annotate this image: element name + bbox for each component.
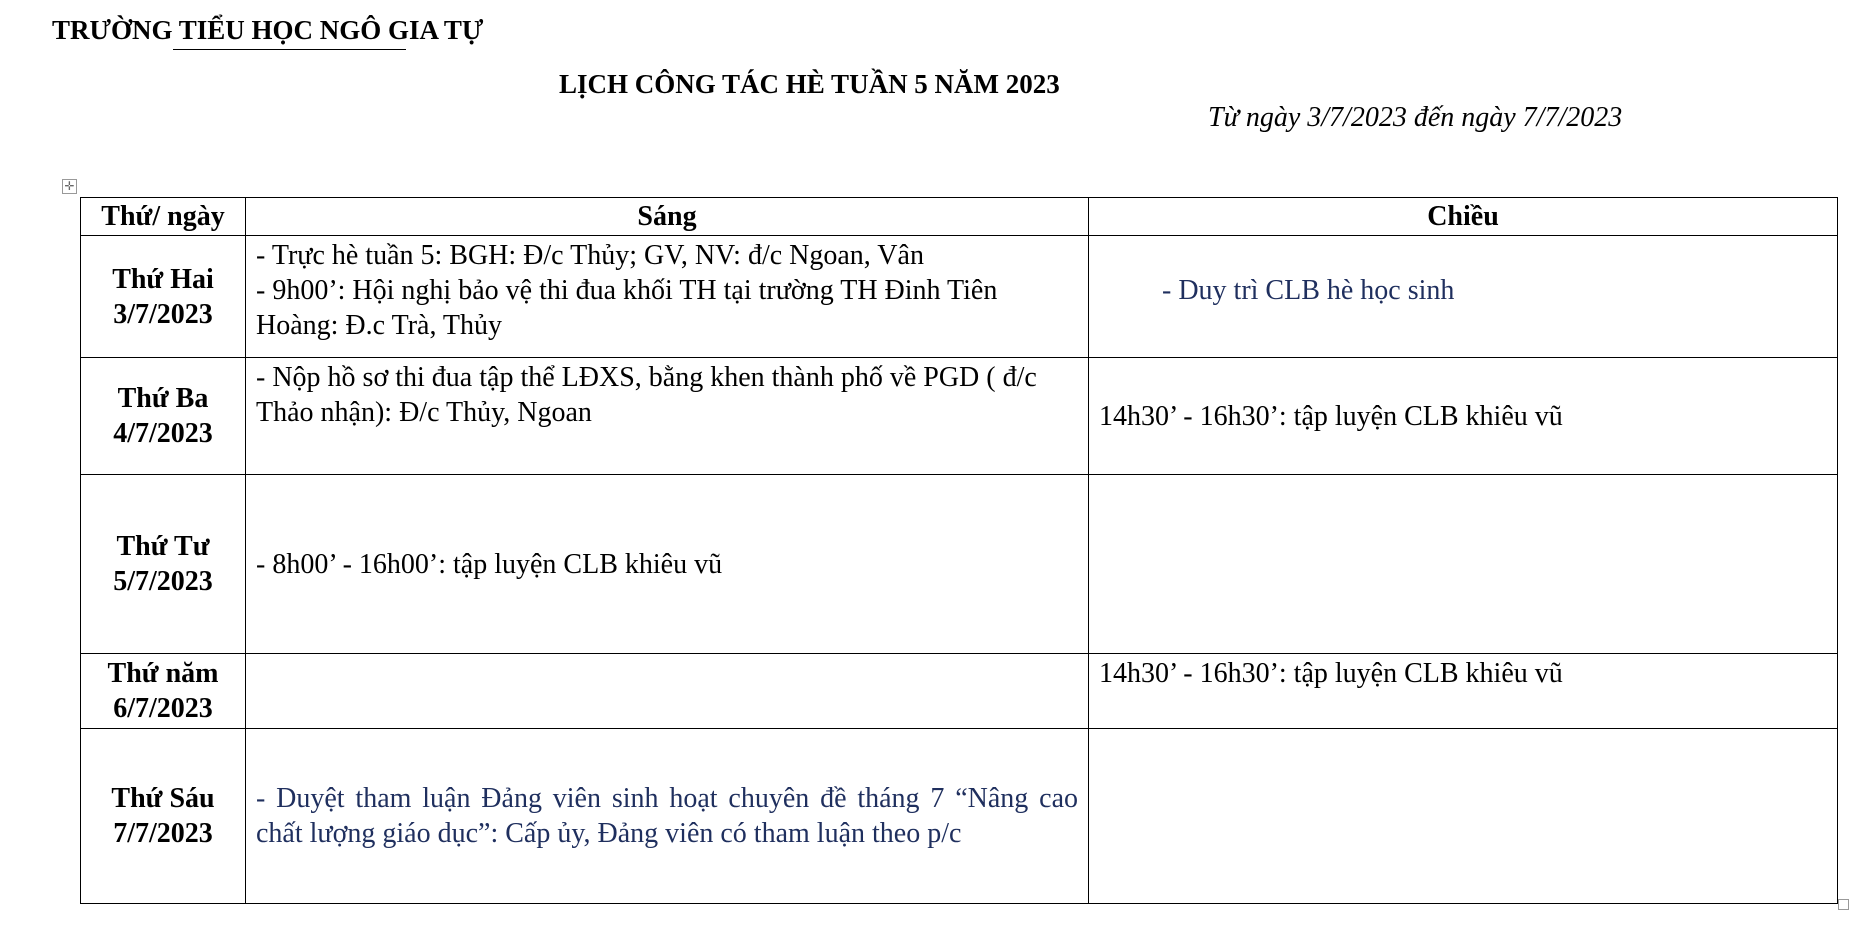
morning-item: - 8h00’ - 16h00’: tập luyện CLB khiêu vũ (256, 548, 723, 580)
morning-item: - Trực hè tuần 5: BGH: Đ/c Thủy; GV, NV: đ/c Ngoan, Vân (256, 240, 924, 271)
morning-cell (246, 236, 1089, 358)
morning-cell (246, 358, 1089, 475)
column-header-afternoon: Chiều (1089, 198, 1838, 236)
day-date: 3/7/2023 (113, 298, 213, 330)
day-date: 6/7/2023 (113, 693, 213, 724)
table-row (81, 358, 1838, 475)
day-name: Thứ năm (107, 658, 219, 689)
table-row (81, 475, 1838, 654)
morning-cell (246, 475, 1089, 654)
table-resize-handle-icon[interactable] (1838, 899, 1849, 910)
column-header-day: Thứ/ ngày (81, 198, 246, 236)
afternoon-cell (1089, 236, 1838, 358)
table-row (81, 654, 1838, 729)
table-move-handle-icon[interactable]: ✛ (62, 179, 77, 194)
schedule-table (80, 197, 1838, 904)
document-title: LỊCH CÔNG TÁC HÈ TUẦN 5 NĂM 2023 (559, 69, 1060, 99)
table-row (81, 729, 1838, 904)
morning-item: - 9h00’: Hội nghị bảo vệ thi đua khối TH tại trường TH Đinh Tiên Hoàng: Đ.c Trà, Thủy (256, 275, 998, 341)
school-name: TRƯỜNG TIỂU HỌC NGÔ GIA TỰ (52, 15, 484, 45)
afternoon-item: - Duy trì CLB hè học sinh (1155, 275, 1455, 306)
afternoon-item: 14h30’ - 16h30’: tập luyện CLB khiêu vũ (1099, 400, 1563, 432)
column-header-morning: Sáng (246, 198, 1089, 236)
afternoon-cell (1089, 475, 1838, 654)
afternoon-cell (1089, 654, 1838, 729)
day-name: Thứ Ba (117, 383, 209, 414)
day-cell (81, 729, 246, 904)
afternoon-cell (1089, 358, 1838, 475)
day-cell (81, 654, 246, 729)
day-name: Thứ Tư (116, 531, 210, 562)
day-cell (81, 475, 246, 654)
day-date: 5/7/2023 (113, 566, 213, 597)
day-cell (81, 236, 246, 358)
day-name: Thứ Hai (112, 263, 214, 295)
morning-item: - Duyệt tham luận Đảng viên sinh hoạt chuyên đề tháng 7 “Nâng cao chất lượng giáo dục”: Cấp ủy, Đảng viên có tham luận theo p/c (256, 783, 1078, 849)
day-name: Thứ Sáu (111, 783, 215, 814)
morning-cell (246, 729, 1089, 904)
morning-cell (246, 654, 1089, 729)
afternoon-item: 14h30’ - 16h30’: tập luyện CLB khiêu vũ (1099, 658, 1563, 689)
table-row (81, 236, 1838, 358)
morning-item: - Nộp hồ sơ thi đua tập thể LĐXS, bằng khen thành phố về PGD ( đ/c Thảo nhận): Đ/c Thủy, Ngoan (256, 362, 1037, 428)
afternoon-cell (1089, 729, 1838, 904)
school-name-underline (173, 49, 406, 50)
table-header-row (81, 198, 1838, 236)
day-date: 7/7/2023 (113, 818, 213, 849)
day-date: 4/7/2023 (113, 418, 213, 449)
date-range: Từ ngày 3/7/2023 đến ngày 7/7/2023 (1208, 102, 1623, 133)
day-cell (81, 358, 246, 475)
